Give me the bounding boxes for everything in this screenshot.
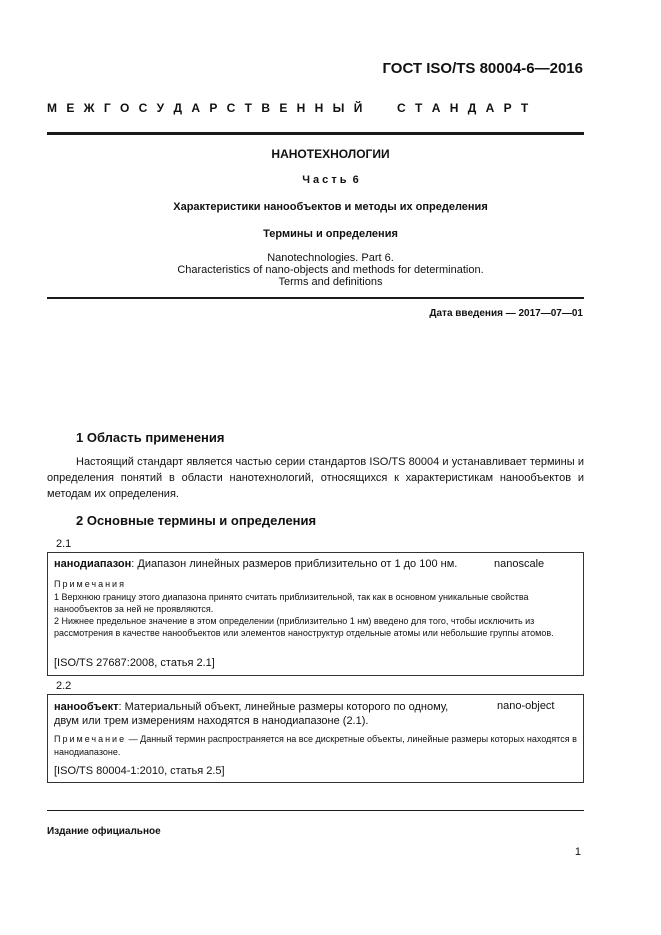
- term-entry-nano-object: [47, 694, 584, 783]
- term-definition: : Материальный объект, линейные размеры которого по одному, двум или трем измерениям находятся в нанодиапазоне (2.1).: [54, 701, 449, 727]
- term-name: нанодиапазон: [54, 558, 132, 570]
- edition-label: Издание официальное: [47, 826, 161, 837]
- notes-label: Примечания: [54, 579, 126, 589]
- title-en-line1: Nanotechnologies. Part 6.: [267, 252, 394, 264]
- term-number: 2.1: [56, 538, 72, 550]
- term-source: [ISO/TS 80004-1:2010, статья 2.5]: [54, 765, 225, 777]
- term-number: 2.2: [56, 680, 72, 692]
- term-definition-line: [54, 700, 469, 728]
- section1-heading: 1 Область применения: [76, 430, 225, 445]
- title-en-line3: Terms and definitions: [278, 276, 383, 288]
- footer-rule: [47, 810, 584, 811]
- term-english: nanoscale: [494, 558, 545, 570]
- term-name: нанообъект: [54, 701, 119, 713]
- title-en-line2: Characteristics of nano-objects and methods for determination.: [177, 264, 484, 276]
- title-subtitle2: Термины и определения: [263, 228, 398, 240]
- note-text: — Данный термин распространяется на все дискретные объекты, линейные размеры которых находятся в нанодиапазоне.: [54, 734, 577, 757]
- note-1: 1 Верхнюю границу этого диапазона принято считать приблизительной, так как в основном уникальные свойства нанообъектов за ней не проявляются.: [54, 592, 529, 614]
- section1-text: Настоящий стандарт является частью серии стандартов ISO/TS 80004 и устанавливает термины и определения понятий в области нанотехнологий, относящихся к характеристикам нанообъектов и методам их определения.: [47, 456, 584, 500]
- header-rule: [47, 132, 584, 135]
- note-2: 2 Нижнее предельное значение в этом определении (приблизительно 1 нм) введено для того, чтобы исключить из рассмотрения в качестве нанообъектов или элементов наноструктур отдельные атомы или небольшие группы атомов.: [54, 616, 554, 638]
- page-number: 1: [574, 846, 581, 858]
- term-definition: : Диапазон линейных размеров приблизительно от 1 до 100 нм.: [131, 558, 458, 570]
- term-english: nano-object: [497, 700, 555, 712]
- term-entry-nanoscale: [47, 552, 584, 676]
- title-main: НАНОТЕХНОЛОГИИ: [271, 147, 390, 161]
- note: [54, 733, 579, 759]
- standard-number: ГОСТ ISO/TS 80004-6—2016: [382, 60, 583, 77]
- standard-type: М Е Ж Г О С У Д А Р С Т В Е Н Н Ы Й С Т А Н Д А Р Т: [47, 101, 532, 115]
- note-label: Примечание: [54, 734, 127, 744]
- intro-date: Дата введения — 2017—07—01: [429, 308, 583, 319]
- title-part: Ч а с т ь 6: [302, 174, 359, 186]
- title-subtitle: Характеристики нанообъектов и методы их определения: [173, 201, 488, 213]
- term-definition-line: [54, 558, 457, 570]
- title-rule: [47, 297, 584, 299]
- section2-heading: 2 Основные термины и определения: [76, 513, 317, 528]
- term-source: [ISO/TS 27687:2008, статья 2.1]: [54, 657, 215, 669]
